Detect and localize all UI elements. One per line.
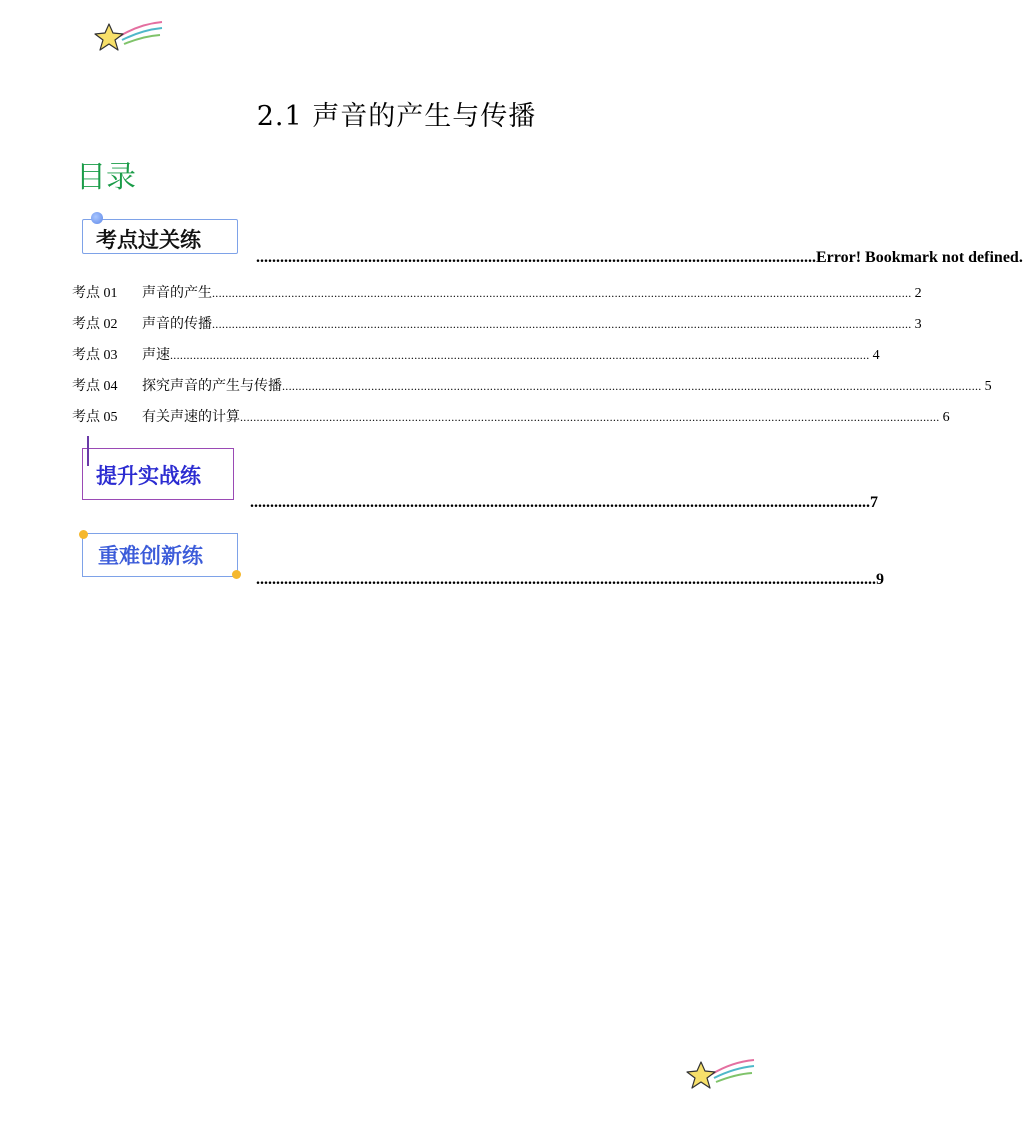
entry-page: 5 — [984, 379, 992, 394]
entry-label: 探究声音的产生与传播 — [142, 379, 282, 394]
dot-leader: .................................................................................................................................................................................................................... — [212, 317, 912, 331]
section-page: 9 — [876, 571, 884, 588]
toc-section-link[interactable] — [256, 571, 884, 589]
section-banner-zhongnan — [82, 530, 242, 580]
section-label: 考点过关练 — [96, 228, 201, 252]
section-label: 提升实战练 — [96, 464, 201, 488]
toc-entry[interactable] — [72, 282, 922, 302]
entry-page: 6 — [942, 410, 950, 425]
bubble-icon — [91, 212, 103, 224]
toc-entry[interactable] — [72, 406, 950, 426]
section-banner-kaodian — [80, 212, 240, 254]
entry-number: 考点 02 — [72, 317, 118, 332]
toc-section-link[interactable] — [250, 494, 878, 512]
dot-leader: .................................................................................................................................................................................................................... — [170, 348, 870, 362]
dot-leader: .................................................................................................................................................................................................................... — [212, 286, 912, 300]
entry-number: 考点 04 — [72, 379, 118, 394]
shooting-star-icon — [684, 1056, 756, 1096]
dot-leader: ........................................................................................................................................................... — [250, 494, 870, 511]
shooting-star-icon — [92, 18, 164, 58]
entry-number: 考点 01 — [72, 286, 118, 301]
bookmark-error-text: Error! Bookmark not defined. — [816, 249, 1023, 266]
entry-label: 有关声速的计算 — [142, 410, 240, 425]
dot-leader: ............................................................................................................................................ — [256, 249, 816, 266]
entry-page: 4 — [872, 348, 880, 363]
entry-label: 声音的传播 — [142, 317, 212, 332]
entry-page: 2 — [914, 286, 922, 301]
entry-number: 考点 03 — [72, 348, 118, 363]
section-label: 重难创新练 — [98, 544, 203, 568]
document-title: 2.1 声音的产生与传播 — [256, 101, 537, 132]
entry-label: 声音的产生 — [142, 286, 212, 301]
section-banner-tisheng — [82, 436, 238, 502]
toc-entry[interactable] — [72, 344, 880, 364]
dot-leader: .................................................................................................................................................................................................................... — [282, 379, 982, 393]
toc-entry[interactable] — [72, 313, 922, 333]
entry-label: 声速 — [142, 348, 170, 363]
entry-number: 考点 05 — [72, 410, 118, 425]
dot-leader: ........................................................................................................................................................... — [256, 571, 876, 588]
toc-section-link[interactable] — [256, 249, 1023, 267]
toc-entry[interactable] — [72, 375, 992, 395]
entry-page: 3 — [914, 317, 922, 332]
toc-heading: 目录 — [76, 160, 136, 195]
section-page: 7 — [870, 494, 878, 511]
dot-leader: .................................................................................................................................................................................................................... — [240, 410, 940, 424]
